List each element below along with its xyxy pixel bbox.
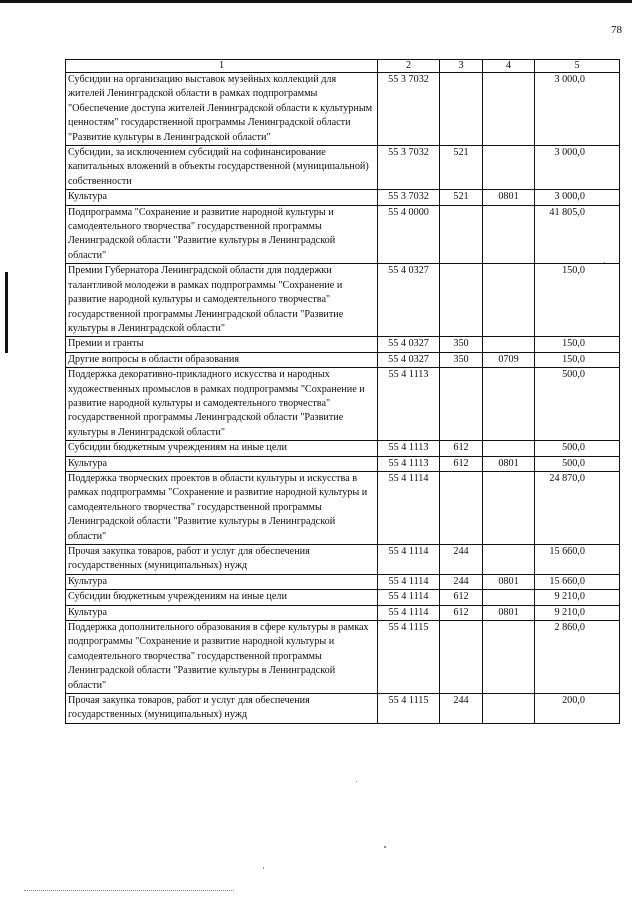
scan-margin-mark: [5, 272, 8, 353]
table-row: [66, 190, 620, 205]
row-name: Субсидии бюджетным учреждениям на иные цели: [66, 441, 378, 456]
row-amount: 3 000,0: [535, 73, 620, 146]
header-row: [66, 60, 620, 73]
row-section: [483, 146, 535, 190]
row-target-code: 55 4 1113: [378, 456, 440, 471]
row-expense-type: 350: [440, 352, 483, 367]
header-col-4: 4: [483, 60, 535, 73]
header-col-1: 1: [66, 60, 378, 73]
row-amount: 15 660,0: [535, 574, 620, 589]
row-expense-type: [440, 368, 483, 441]
row-expense-type: [440, 264, 483, 337]
row-target-code: 55 4 1114: [378, 574, 440, 589]
row-amount: 41 805,0: [535, 205, 620, 264]
row-expense-type: 350: [440, 337, 483, 352]
table-row: [66, 694, 620, 724]
row-target-code: 55 4 1114: [378, 590, 440, 605]
table-row: [66, 545, 620, 575]
scan-speck: [384, 846, 386, 848]
row-name: Прочая закупка товаров, работ и услуг для обеспечения государственных (муниципальных) нужд: [66, 694, 378, 724]
row-target-code: 55 4 0327: [378, 337, 440, 352]
budget-table-body: [66, 60, 620, 724]
row-section: 0709: [483, 352, 535, 367]
row-section: [483, 368, 535, 441]
row-name: Культура: [66, 190, 378, 205]
row-amount: 2 860,0: [535, 621, 620, 694]
table-row: [66, 441, 620, 456]
row-target-code: 55 4 1113: [378, 441, 440, 456]
row-section: 0801: [483, 190, 535, 205]
table-row: [66, 368, 620, 441]
row-name: Премии и гранты: [66, 337, 378, 352]
row-section: [483, 471, 535, 544]
row-expense-type: 521: [440, 190, 483, 205]
row-name: Другие вопросы в области образования: [66, 352, 378, 367]
header-col-2: 2: [378, 60, 440, 73]
row-target-code: 55 4 1115: [378, 621, 440, 694]
row-expense-type: 612: [440, 441, 483, 456]
row-target-code: 55 4 0327: [378, 352, 440, 367]
row-amount: 500,0: [535, 441, 620, 456]
header-col-3: 3: [440, 60, 483, 73]
row-name: Прочая закупка товаров, работ и услуг для обеспечения государственных (муниципальных) нужд: [66, 545, 378, 575]
budget-table: [65, 59, 620, 724]
row-name: Подпрограмма "Сохранение и развитие народной культуры и самодеятельного творчества" государственной программы Ленинградской области "Развитие культуры в Ленинградской области": [66, 205, 378, 264]
table-row: [66, 471, 620, 544]
row-section: [483, 694, 535, 724]
row-section: [483, 264, 535, 337]
row-section: 0801: [483, 574, 535, 589]
table-row: [66, 205, 620, 264]
row-name: Субсидии, за исключением субсидий на софинансирование капитальных вложений в объекты государственной (муниципальной) собственности: [66, 146, 378, 190]
row-expense-type: [440, 205, 483, 264]
row-name: Субсидии бюджетным учреждениям на иные цели: [66, 590, 378, 605]
table-row: [66, 352, 620, 367]
row-section: 0801: [483, 456, 535, 471]
row-expense-type: [440, 621, 483, 694]
row-target-code: 55 4 0327: [378, 264, 440, 337]
page-number: 78: [611, 24, 622, 36]
row-expense-type: [440, 73, 483, 146]
table-row: [66, 73, 620, 146]
table-row: [66, 574, 620, 589]
row-expense-type: [440, 471, 483, 544]
table-row: [66, 146, 620, 190]
row-name: Культура: [66, 605, 378, 620]
row-section: [483, 337, 535, 352]
row-expense-type: 244: [440, 574, 483, 589]
row-expense-type: 612: [440, 605, 483, 620]
row-amount: 150,0: [535, 352, 620, 367]
table-row: [66, 264, 620, 337]
row-amount: 9 210,0: [535, 605, 620, 620]
row-section: [483, 73, 535, 146]
row-name: Культура: [66, 456, 378, 471]
row-target-code: 55 4 1114: [378, 471, 440, 544]
top-border-line: [0, 0, 632, 3]
row-section: [483, 441, 535, 456]
row-target-code: 55 3 7032: [378, 73, 440, 146]
row-amount: 150,0: [535, 337, 620, 352]
row-expense-type: 612: [440, 456, 483, 471]
row-section: [483, 621, 535, 694]
row-section: 0801: [483, 605, 535, 620]
row-amount: 3 000,0: [535, 146, 620, 190]
table-row: [66, 456, 620, 471]
row-target-code: 55 4 1113: [378, 368, 440, 441]
row-expense-type: 521: [440, 146, 483, 190]
row-amount: 24 870,0: [535, 471, 620, 544]
row-target-code: 55 4 0000: [378, 205, 440, 264]
row-amount: 500,0: [535, 368, 620, 441]
row-expense-type: 612: [440, 590, 483, 605]
row-expense-type: 244: [440, 545, 483, 575]
row-name: Поддержка творческих проектов в области культуры и искусства в рамках подпрограммы "Сохранение и развитие народной культуры и самодеятельного творчества" государственной программы Ленинградской области "Развитие культуры в Ленинградской области": [66, 471, 378, 544]
scan-speck: [356, 781, 357, 782]
row-amount: 3 000,0: [535, 190, 620, 205]
row-target-code: 55 3 7032: [378, 146, 440, 190]
row-amount: 15 660,0: [535, 545, 620, 575]
row-target-code: 55 4 1114: [378, 605, 440, 620]
row-amount: 500,0: [535, 456, 620, 471]
row-target-code: 55 3 7032: [378, 190, 440, 205]
row-target-code: 55 4 1114: [378, 545, 440, 575]
table-row: [66, 621, 620, 694]
table-row: [66, 590, 620, 605]
row-name: Поддержка декоративно-прикладного искусства и народных художественных промыслов в рамках подпрограммы "Сохранение и развитие народной культуры и самодеятельного творчества" государственной программы Ленинградской области "Развитие культуры в Ленинградской области": [66, 368, 378, 441]
row-amount: 150,0: [535, 264, 620, 337]
header-col-5: 5: [535, 60, 620, 73]
row-name: Культура: [66, 574, 378, 589]
scan-bottom-artifact: [24, 890, 234, 894]
row-name: Премии Губернатора Ленинградской области для поддержки талантливой молодежи в рамках подпрограммы "Сохранение и развитие народной культуры и самодеятельного творчества" государственной программы Ленинградской области "Развитие культуры в Ленинградской области": [66, 264, 378, 337]
scan-speck: [263, 867, 264, 869]
row-section: [483, 545, 535, 575]
row-amount: 9 210,0: [535, 590, 620, 605]
row-section: [483, 590, 535, 605]
row-section: [483, 205, 535, 264]
row-amount: 200,0: [535, 694, 620, 724]
row-name: Субсидии на организацию выставок музейных коллекций для жителей Ленинградской области в рамках подпрограммы "Обеспечение доступа жителей Ленинградской области к культурным ценностям" государственной программы Ленинградской области "Развитие культуры в Ленинградской области": [66, 73, 378, 146]
table-row: [66, 605, 620, 620]
table-row: [66, 337, 620, 352]
row-target-code: 55 4 1115: [378, 694, 440, 724]
row-expense-type: 244: [440, 694, 483, 724]
row-name: Поддержка дополнительного образования в сфере культуры в рамках подпрограммы "Сохранение и развитие народной культуры и самодеятельного творчества" государственной программы Ленинградской области "Развитие культуры в Ленинградской области": [66, 621, 378, 694]
